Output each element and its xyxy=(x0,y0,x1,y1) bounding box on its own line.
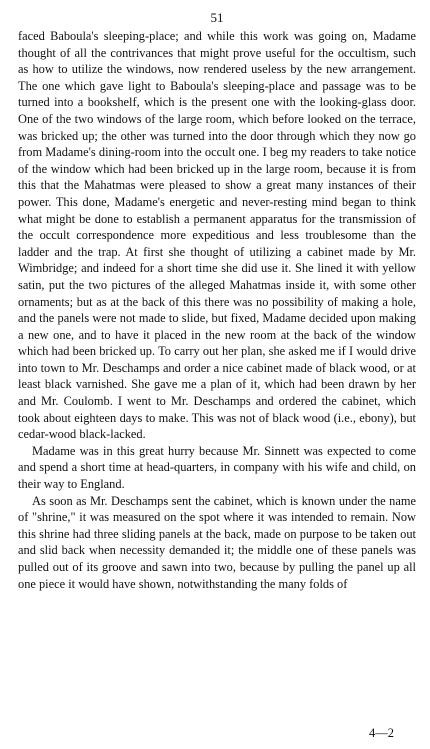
page-number: 51 xyxy=(210,10,224,25)
paragraph-2: Madame was in this great hurry because Mr. Sinnett was expected to come and spend a short time at head-quarters, in company with his wife and child, on their way to England. xyxy=(18,443,416,492)
printer-signature-mark: 4—2 xyxy=(369,726,394,740)
paragraph-1: faced Baboula's sleeping-place; and while this work was going on, Madame thought of all the contrivances that might prove useful for the occultism, such as how to utilize the windows, now rendered useless by the new arrangement. The one which gave light to Baboula's sleeping-place and passage was to be turned into a bookshelf, which is the present one with the looking-glass door. One of the two windows of the large room, which before looked on the terrace, was bricked up; the other was turned into the door through which they now go from Madame's dining-room into the occult one. I beg my readers to take notice of the window which had been bricked up in the large room, because it is from this that the Mahatmas were pleased to show a great many instances of their power. This done, Madame's energetic and never-resting mind began to think what might be done to establish a permanent apparatus for the transmission of the occult correspondence more expeditious and less troublesome than the ladder and the trap. At first she thought of utilizing a cabinet made by Mr. Wimbridge; and indeed for a short time she did use it. She lined it with yellow satin, put the two pictures of the alleged Mahatmas inside it, with some other ornaments; but as at the back of this there was no possibility of making a hole, and the panels were not made to slide, but fixed, Madame decided upon making a new one, and to have it placed in the new room at the back of the window which had been bricked up. To carry out her plan, she asked me if I would drive into town to Mr. Deschamps and order a nice cabinet made of black wood, or at least black varnished. She gave me a plan of it, which had been drawn by her and Mr. Coulomb. I went to Mr. Deschamps and ordered the cabinet, which took about eighteen days to make. This was not of black wood (i.e., ebony), but cedar-wood black-lacked. xyxy=(18,29,416,442)
paragraph-3: As soon as Mr. Deschamps sent the cabinet, which is known under the name of "shrine," it was measured on the spot where it was intended to remain. Now this shrine had three sliding panels at the back, made on purpose to be taken out and slid back when necessity demanded it; the middle one of these panels was pulled out of its groove and sawn into two, because by pulling the panel up all one piece it would have shown, notwithstanding the many folds of xyxy=(18,493,416,591)
body-text xyxy=(18,28,416,592)
